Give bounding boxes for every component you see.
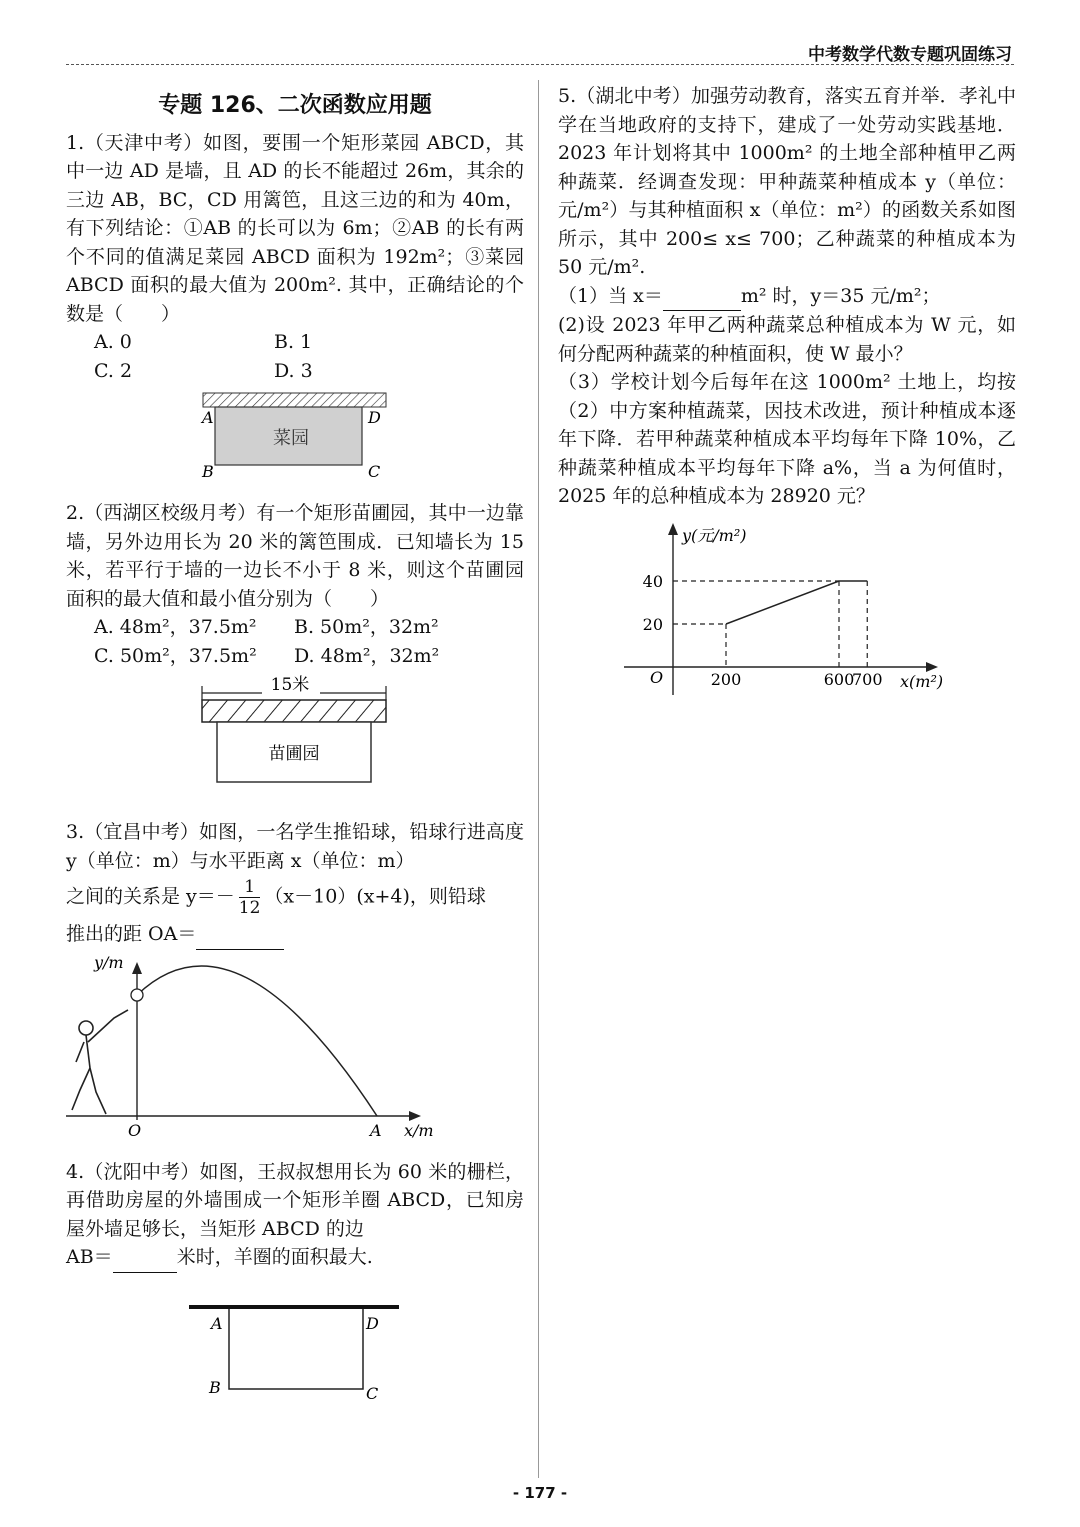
q1-options	[66, 328, 524, 385]
chart-y-tick-label: 40	[642, 571, 663, 591]
chart-x-tick-label: 600	[823, 669, 855, 689]
q5-answer-blank[interactable]	[663, 282, 741, 312]
q4-label-a: A	[211, 1313, 223, 1333]
chart-x-tick-label: 700	[851, 669, 883, 689]
page-number: - 177 -	[512, 1484, 568, 1502]
q3-formula-prefix: 之间的关系是 y＝－	[66, 885, 235, 908]
q5-chart	[558, 517, 1016, 707]
q4-suffix: 米时，羊圈的面积最大.	[176, 1246, 373, 1268]
q4-prefix: AB＝	[66, 1246, 113, 1268]
q4-figure	[66, 1303, 524, 1403]
chart-series-line	[726, 581, 867, 624]
q5-part-2: (2)设 2023 年甲乙两种蔬菜总种植成本为 W 元，如何分配两种蔬菜的种植面积，使 W 最小？	[558, 314, 1016, 365]
q3-trajectory	[137, 965, 377, 1115]
q1-option-a: A. 0	[94, 331, 132, 353]
q4-label-c: C	[366, 1383, 379, 1403]
q3-answer-blank[interactable]	[196, 920, 284, 950]
q4-text-1: 4.（沈阳中考）如图，王叔叔想用长为 60 米的栅栏，再借助房屋的外墙围成一个矩形羊圈 ABCD，已知房屋外墙足够长，当矩形 ABCD 的边	[66, 1160, 524, 1240]
chart-x-axis-label: x(m²)	[900, 671, 944, 691]
q3-shot-ball	[131, 989, 143, 1001]
q1-figure	[66, 389, 524, 481]
q3-fraction	[239, 877, 261, 918]
q1-text: 1.（天津中考）如图，要围一个矩形菜园 ABCD，其中一边 AD 是墙，且 AD 的长不能超过 26m，其余的三边 AB，BC，CD 用篱笆，且这三边的和为 40m，有下列结论：①AB 的长可以为 6m；②AB 的长有两个不同的值满足菜园 ABCD 面积为 192m²；③菜园 ABCD 面积的最大值为 200m². 其中，正确结论的个数是（ ）	[66, 131, 524, 325]
q3-figure	[66, 950, 524, 1140]
q3-question: 推出的距 OA＝	[66, 923, 197, 945]
page-title: 专题 126、二次函数应用题	[158, 93, 432, 118]
q1-wall	[203, 393, 386, 407]
q3-origin-label: O	[128, 1120, 142, 1140]
header-divider	[66, 64, 1014, 65]
q5-text: 5.（湖北中考）加强劳动教育，落实五育并举．孝礼中学在当地政府的支持下，建成了一处劳动实践基地．2023 年计划将其中 1000m² 的土地全部种植甲乙两种蔬菜．经调查发现：甲种蔬菜种植成本 y（单位：元/m²）与其种植面积 x（单位：m²）的函数关系如图所示，其中 200≤ x≤ 700；乙种蔬菜的种植成本为 50 元/m².	[558, 85, 1016, 278]
q4-answer-blank[interactable]	[113, 1243, 177, 1273]
q4-text-2	[66, 1243, 524, 1273]
q2-nursery-label: 苗圃园	[268, 744, 320, 764]
q4-label-d: D	[366, 1313, 379, 1333]
q2-option-d: D. 48m²，32m²	[294, 644, 440, 667]
chart-y-axis-label: y(元/m²)	[682, 525, 747, 545]
q3-text-2	[66, 877, 524, 918]
q1-option-c: C. 2	[94, 359, 133, 382]
q1-label-d: D	[368, 408, 381, 427]
q3-x-axis-label: x/m	[404, 1120, 434, 1140]
q1-label-a: A	[202, 408, 214, 427]
chart-origin-label: O	[650, 667, 664, 687]
q4-label-b: B	[209, 1377, 221, 1397]
page-header: 中考数学代数专题巩固练习	[808, 45, 1012, 65]
q2-wall	[202, 700, 386, 722]
q1-option-b: B. 1	[274, 331, 313, 353]
q1-label-b: B	[202, 462, 214, 481]
q1-option-d: D. 3	[274, 359, 313, 382]
chart-y-tick-label: 20	[642, 614, 663, 634]
q1-garden-label: 菜园	[273, 428, 309, 449]
q3-fraction-num: 1	[239, 877, 261, 898]
right-column	[558, 82, 1016, 707]
q3-text-1: 3.（宜昌中考）如图，一名学生推铅球，铅球行进高度 y（单位：m）与水平距离 x（单位：m）	[66, 821, 524, 872]
q5-part-1-suffix: m² 时，y＝35 元/m²；	[740, 284, 941, 307]
q2-option-b: B. 50m²，32m²	[294, 616, 439, 638]
q1-label-c: C	[368, 462, 381, 481]
q2-wall-label: 15米	[270, 675, 310, 695]
q3-y-axis-label: y/m	[94, 952, 124, 972]
q2-figure	[66, 674, 524, 794]
q3-point-a-label: A	[370, 1120, 382, 1140]
column-divider	[538, 80, 539, 1478]
q4-fence	[229, 1309, 363, 1389]
q5-part-1	[558, 282, 1016, 312]
q3-fraction-den: 12	[238, 898, 261, 918]
q3-athlete-figure	[72, 1010, 128, 1114]
left-column	[66, 92, 524, 1403]
q3-text-3	[66, 920, 524, 950]
q2-text: 2.（西湖区校级月考）有一个矩形苗圃园，其中一边靠墙，另外边用长为 20 米的篱笆围成．已知墙长为 15 米，若平行于墙的一边长不小于 8 米，则这个苗圃园面积的最大值和最小值分别为（ ）	[66, 502, 524, 610]
chart-x-tick-label: 200	[710, 669, 742, 689]
q3-formula-suffix: （x－10）(x+4)，则铅球	[264, 885, 486, 908]
q5-part-3: （3）学校计划今后每年在这 1000m² 土地上，均按（2）中方案种植蔬菜，因技术改进，预计种植成本逐年下降．若甲种蔬菜种植成本平均每年下降 10%，乙种蔬菜种植成本平均每年下降 a%，当 a 为何值时，2025 年的总种植成本为 28920 元？	[558, 371, 1016, 507]
q2-options	[66, 613, 524, 670]
q5-part-1-prefix: （1）当 x＝	[558, 284, 663, 307]
q2-option-a: A. 48m²，37.5m²	[94, 616, 257, 638]
q2-option-c: C. 50m²，37.5m²	[94, 644, 257, 667]
